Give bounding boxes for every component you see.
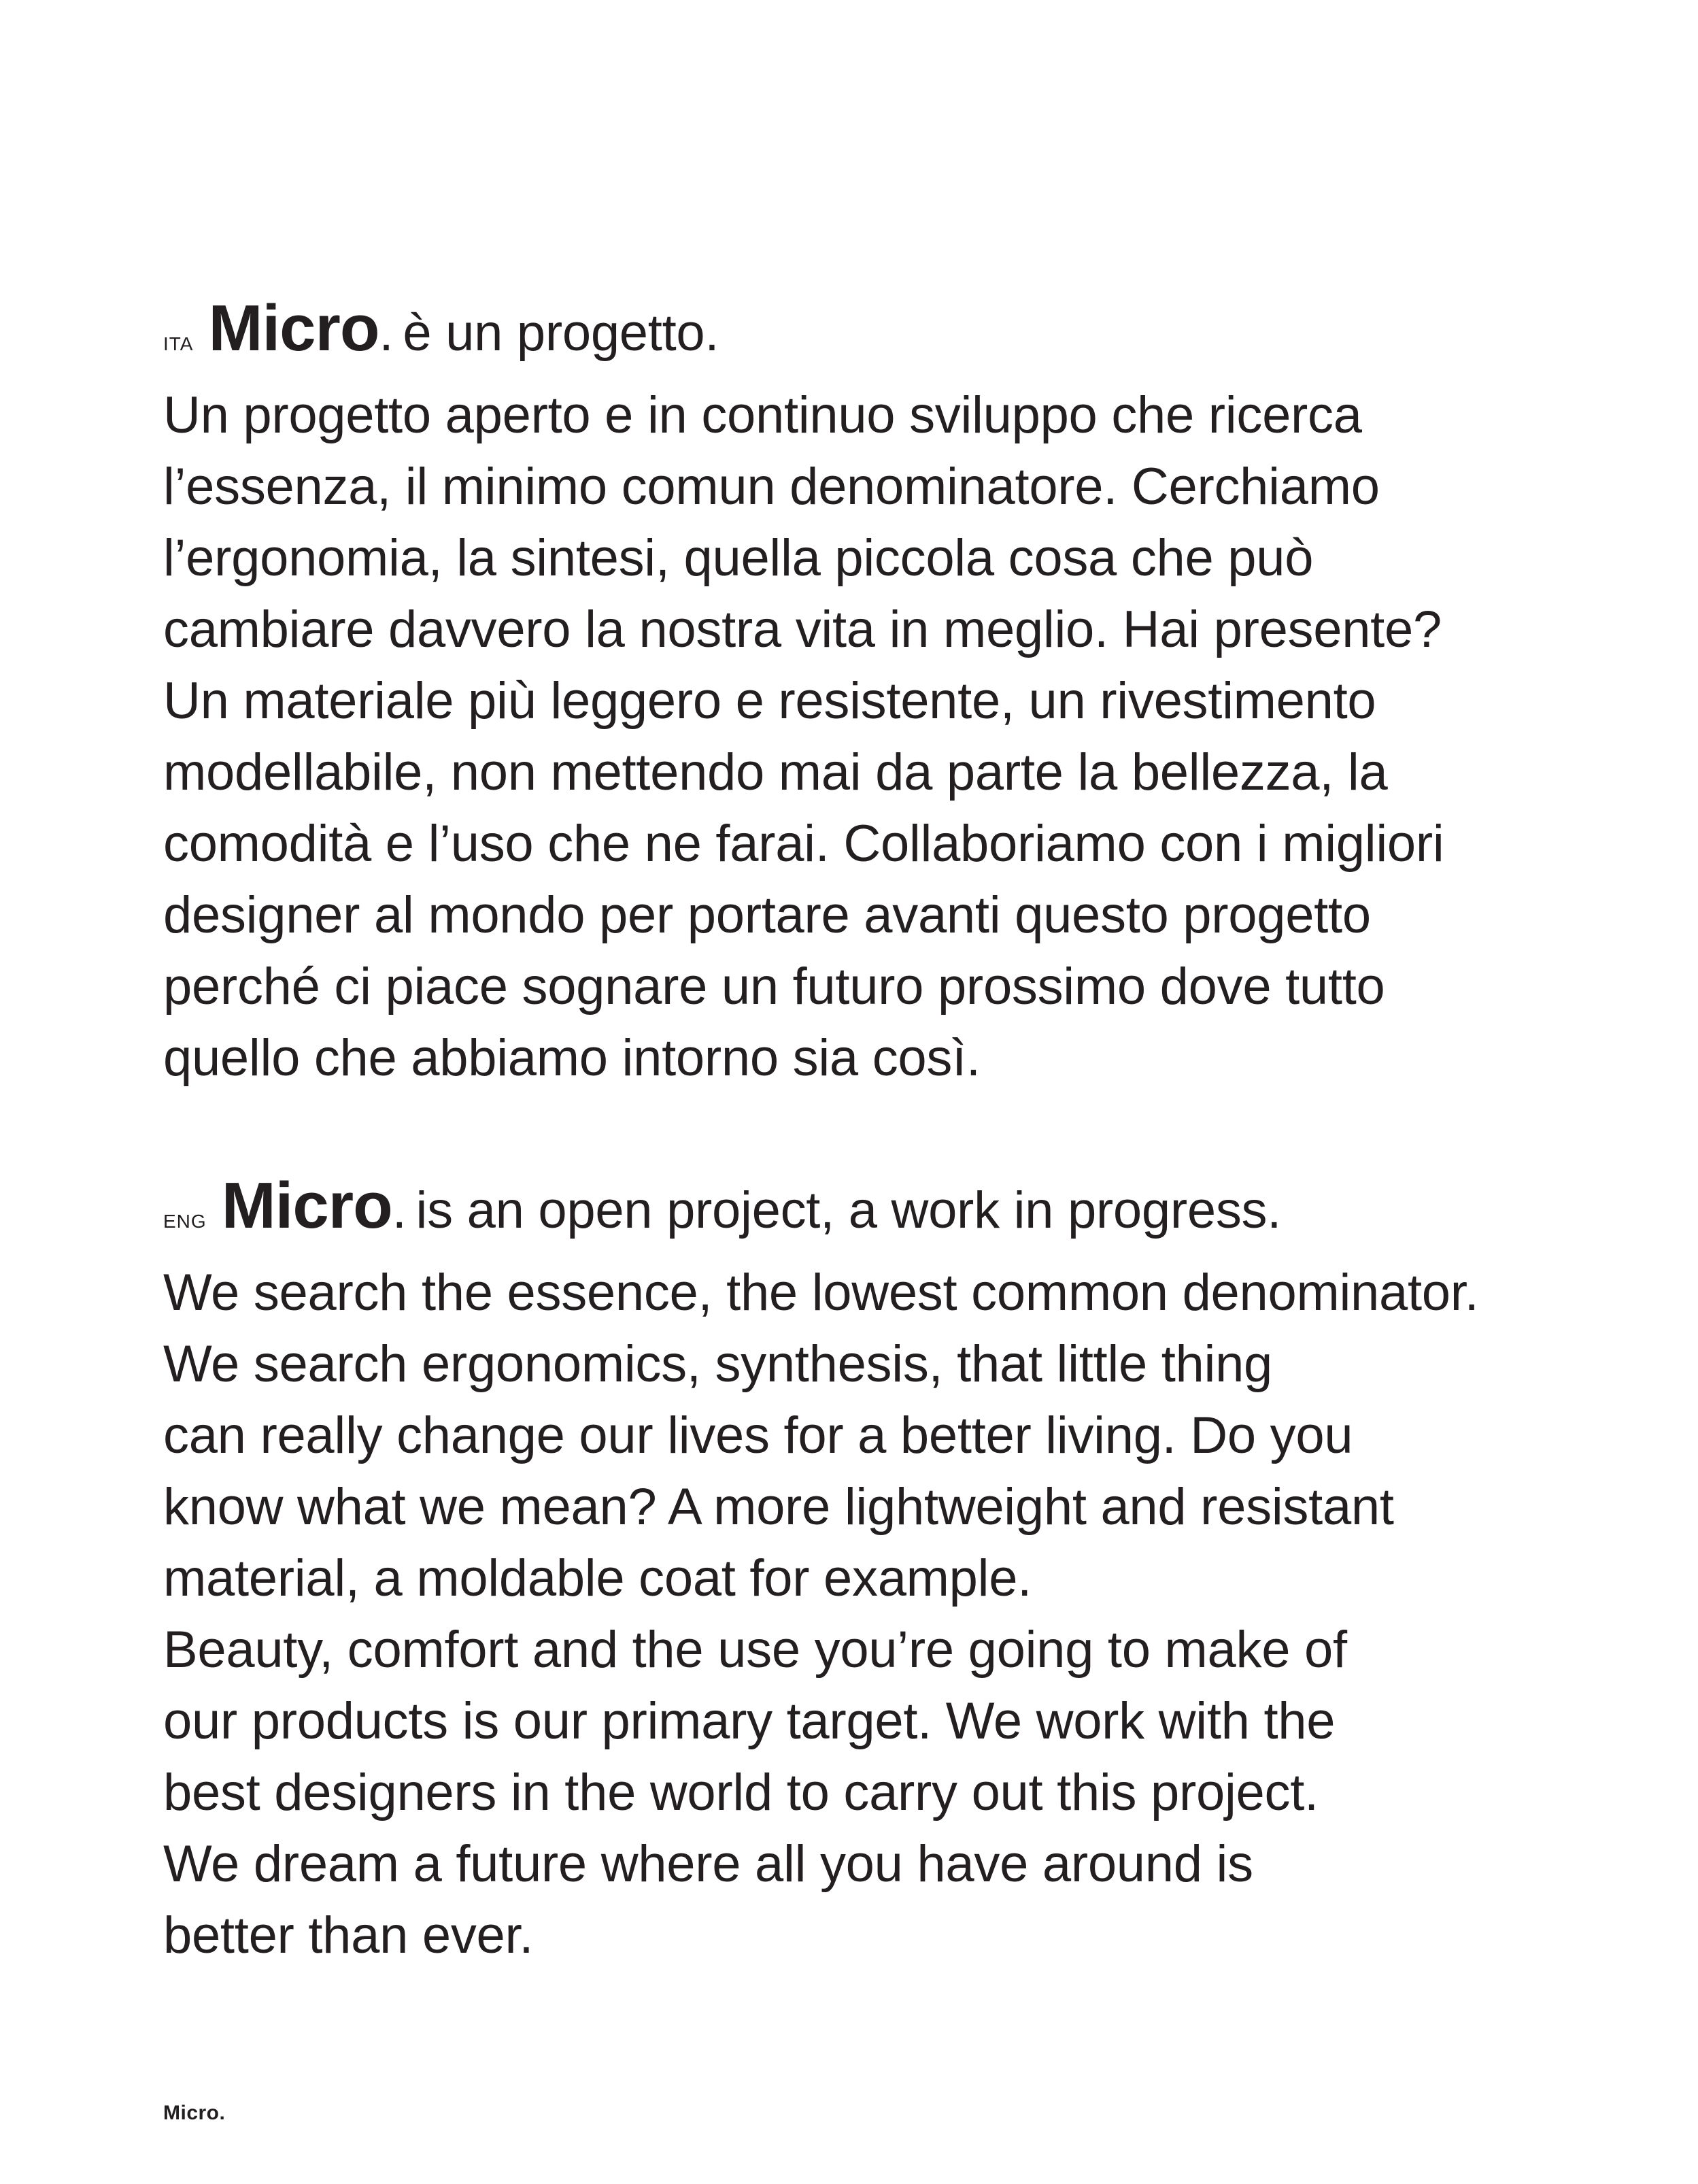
english-brand-dot: . <box>392 1181 407 1239</box>
english-body-line: We search ergonomics, synthesis, that little thing <box>163 1335 1273 1393</box>
english-body-line: material, a moldable coat for example. <box>163 1549 1032 1607</box>
italian-lead-text: è un progetto. <box>403 304 719 362</box>
english-language-tag: ENG <box>163 1211 207 1232</box>
footer-brand: Micro. <box>163 2102 226 2124</box>
italian-brand-dot: . <box>379 304 394 362</box>
english-section <box>163 1170 1646 1971</box>
italian-body-line: modellabile, non mettendo mai da parte la bellezza, la <box>163 743 1388 801</box>
italian-body-line: comodità e l’uso che ne farai. Collaboriamo con i migliori <box>163 815 1444 873</box>
english-brand-name: Micro <box>221 1169 392 1242</box>
italian-body-line: l’essenza, il minimo comun denominatore. Cerchiamo <box>163 458 1380 516</box>
italian-body-line: cambiare davvero la nostra vita in meglio. Hai presente? <box>163 601 1442 658</box>
english-body-line: We dream a future where all you have around is <box>163 1835 1253 1893</box>
italian-brand-name: Micro <box>208 292 379 365</box>
italian-body-line: quello che abbiamo intorno sia così. <box>163 1029 981 1087</box>
english-lead-text: is an open project, a work in progress. <box>415 1181 1282 1239</box>
italian-lead-line <box>163 292 1646 380</box>
english-body-line: can really change our lives for a better living. Do you <box>163 1407 1353 1464</box>
italian-body-line: designer al mondo per portare avanti questo progetto <box>163 886 1371 944</box>
italian-body-line: l’ergonomia, la sintesi, quella piccola cosa che può <box>163 529 1314 587</box>
english-body-line: Beauty, comfort and the use you’re going to make of <box>163 1621 1347 1679</box>
english-body-line: know what we mean? A more lightweight and resistant <box>163 1478 1394 1536</box>
english-lead-line <box>163 1170 1646 1257</box>
english-body-line: We search the essence, the lowest common denominator. <box>163 1264 1479 1322</box>
english-body-line: better than ever. <box>163 1906 534 1964</box>
italian-body-line: Un progetto aperto e in continuo sviluppo che ricerca <box>163 386 1362 444</box>
english-body-line: our products is our primary target. We work with the <box>163 1692 1336 1750</box>
italian-section <box>163 292 1646 1094</box>
italian-body-line: perché ci piace sognare un futuro prossimo dove tutto <box>163 958 1385 1015</box>
italian-language-tag: ITA <box>163 333 194 354</box>
english-body-line: best designers in the world to carry out this project. <box>163 1764 1319 1821</box>
italian-body-line: Un materiale più leggero e resistente, un rivestimento <box>163 672 1376 730</box>
